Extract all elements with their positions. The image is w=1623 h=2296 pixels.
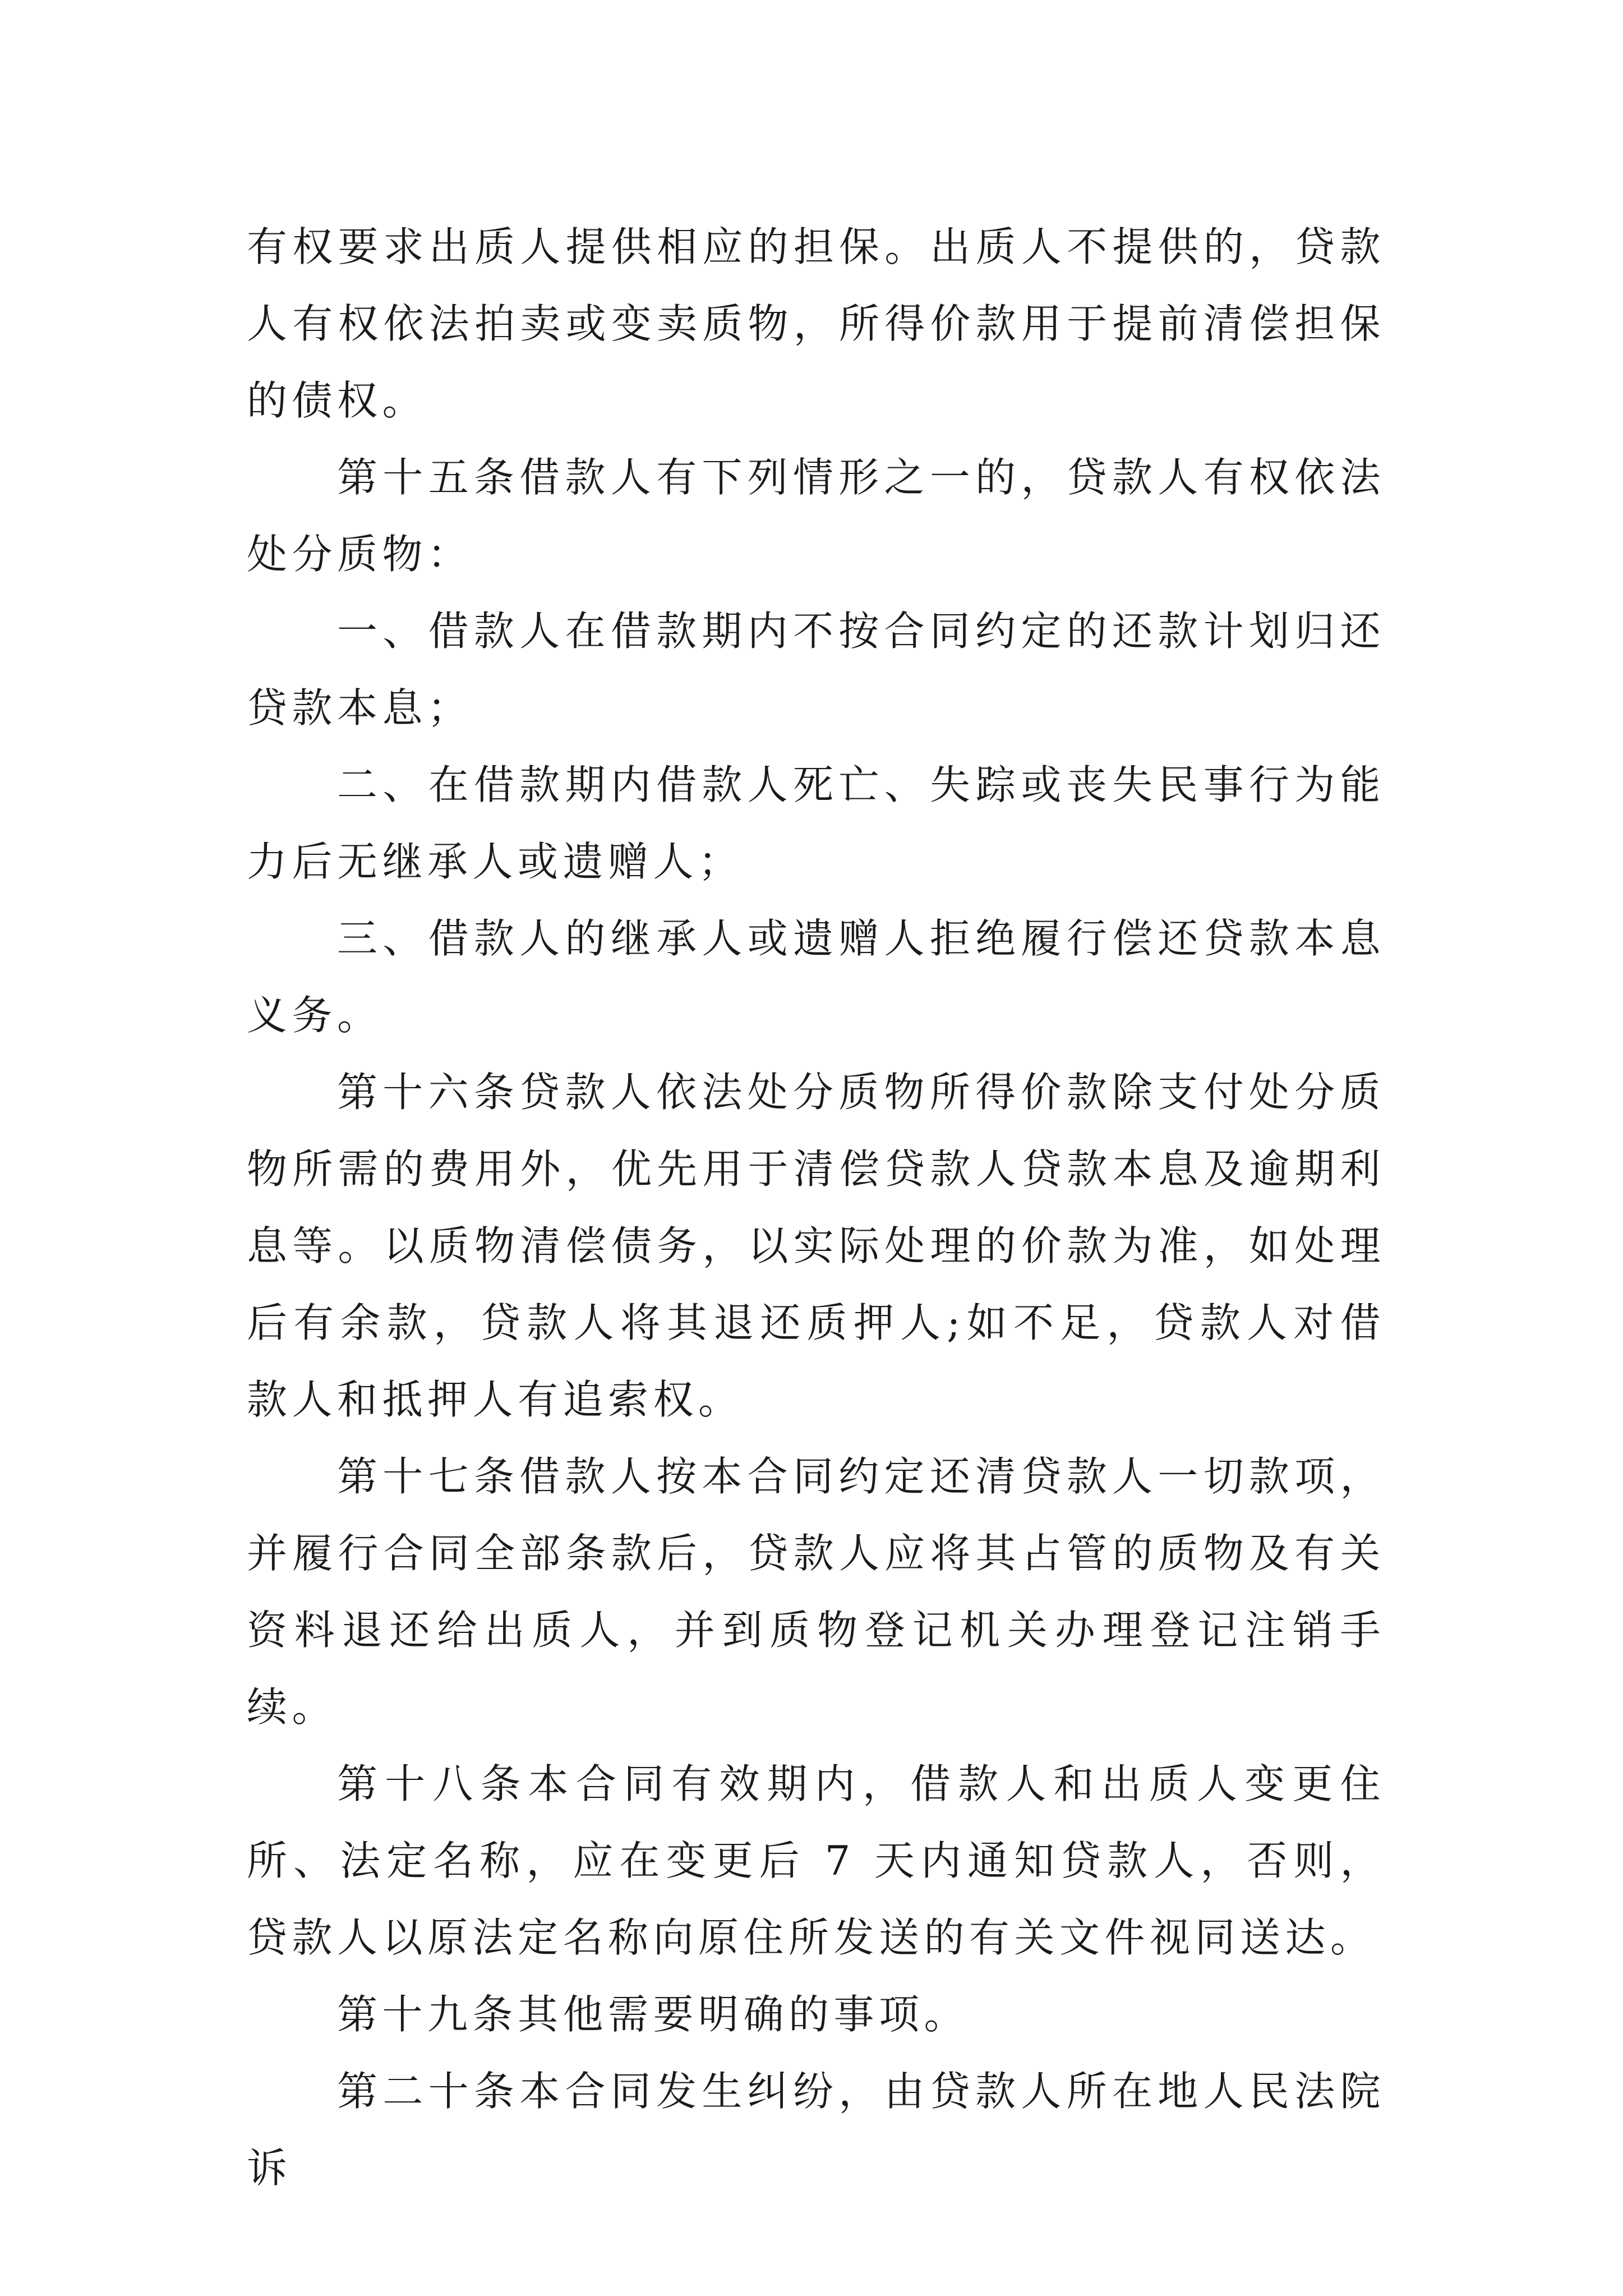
paragraph-article-15-item-1: 一、借款人在借款期内不按合同约定的还款计划归还贷款本息； bbox=[247, 608, 1385, 731]
paragraph-article-15-item-2: 二、在借款期内借款人死亡、失踪或丧失民事行为能力后无继承人或遗赠人； bbox=[247, 761, 1385, 885]
paragraph-article-15-item-3: 三、借款人的继承人或遗赠人拒绝履行偿还贷款本息义务。 bbox=[247, 915, 1385, 1039]
paragraph-article-19: 第十九条其他需要明确的事项。 bbox=[337, 1991, 970, 2038]
paragraph-article-20: 第二十条本合同发生纠纷，由贷款人所在地人民法院诉 bbox=[247, 2068, 1385, 2192]
paragraph-article-16: 第十六条贷款人依法处分质物所得价款除支付处分质物所需的费用外，优先用于清偿贷款人贷款本息及逾期利息等。以质物清偿债务，以实际处理的价款为准，如处理后有余款，贷款人将其退还质押人;如不足，贷款人对借款人和抵押人有追索权。 bbox=[247, 1069, 1385, 1423]
document-body bbox=[247, 209, 1385, 2207]
paragraph-article-14-continued: 有权要求出质人提供相应的担保。出质人不提供的，贷款人有权依法拍卖或变卖质物，所得价款用于提前清偿担保的债权。 bbox=[247, 223, 1385, 424]
paragraph-article-15: 第十五条借款人有下列情形之一的，贷款人有权依法处分质物： bbox=[247, 454, 1385, 578]
paragraph-article-18: 第十八条本合同有效期内，借款人和出质人变更住所、法定名称，应在变更后 7 天内通知贷款人，否则，贷款人以原法定名称向原住所发送的有关文件视同送达。 bbox=[247, 1760, 1385, 1961]
paragraph-article-17: 第十七条借款人按本合同约定还清贷款人一切款项，并履行合同全部条款后，贷款人应将其占管的质物及有关资料退还给出质人，并到质物登记机关办理登记注销手续。 bbox=[247, 1453, 1385, 1731]
